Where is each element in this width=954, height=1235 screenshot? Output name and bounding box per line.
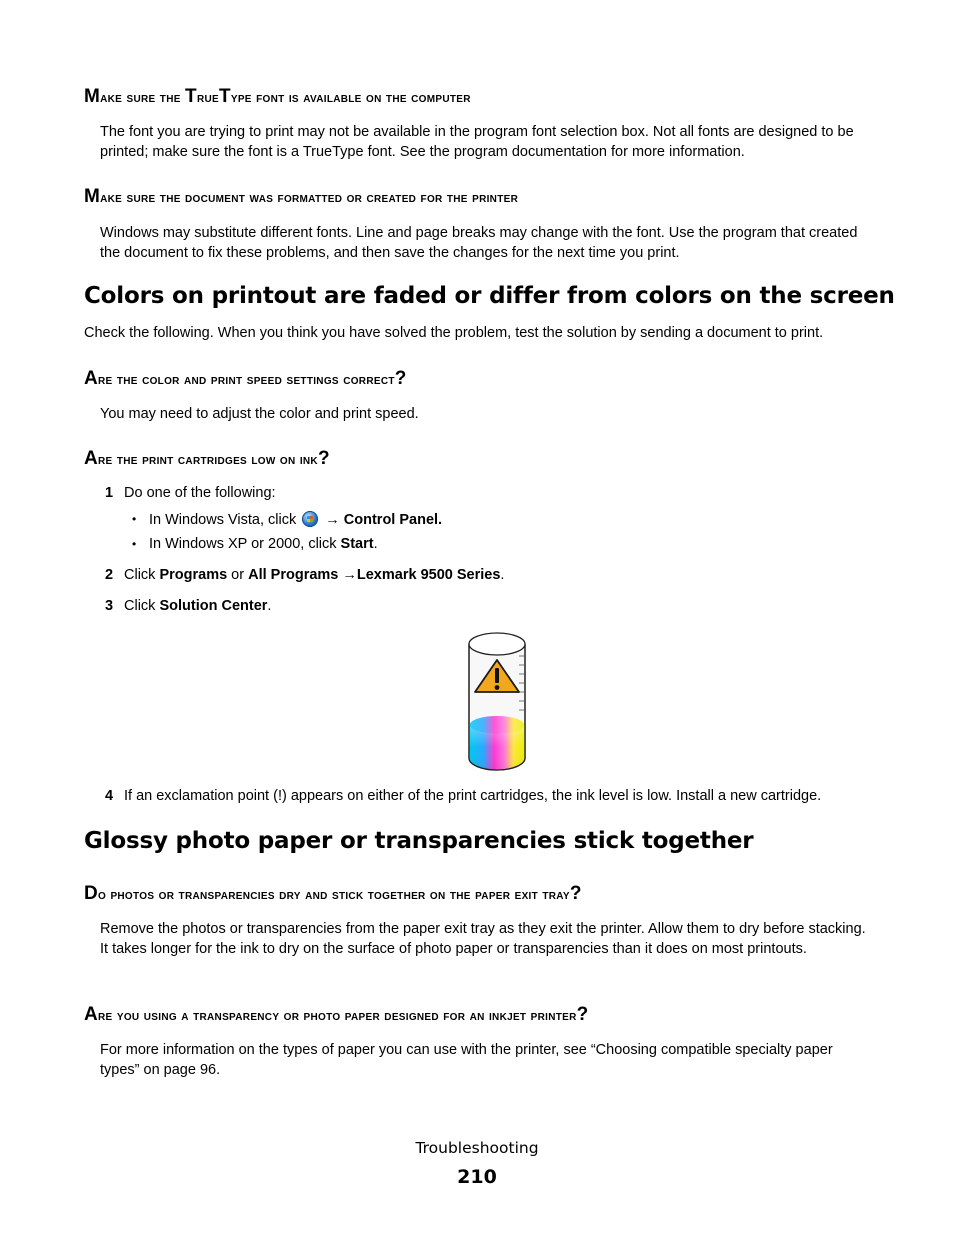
step-text: Do one of the following:	[124, 485, 276, 501]
step-number: 3	[105, 598, 114, 614]
step-text: Click Solution Center.	[124, 598, 272, 614]
topic-intro-colors-faded: Check the following. When you think you have solved the problem, test the solution by sending a document to print.	[84, 325, 824, 341]
heading-inkjet-paper: Are you using a transparency or photo paper designed for an inkjet printer?	[84, 1004, 589, 1025]
bullet-windows-vista: In Windows Vista, click → Control Panel.	[149, 512, 443, 528]
heading-truetype-font: Make sure the TrueType font is available on the computer	[84, 86, 471, 107]
heading-photos-stick-together: Do photos or transparencies dry and stick together on the paper exit tray?	[84, 883, 582, 904]
bullet-windows-xp: In Windows XP or 2000, click Start.	[149, 536, 378, 552]
windows-start-orb-icon	[302, 511, 318, 527]
heading-cartridges-low-ink: Are the print cartridges low on ink?	[84, 448, 330, 469]
paragraph-color-speed: You may need to adjust the color and print speed.	[100, 406, 419, 422]
heading-document-formatted: Make sure the document was formatted or created for the printer	[84, 186, 519, 207]
page-number: 210	[457, 1166, 497, 1188]
step-number: 2	[105, 567, 114, 583]
step-text: Click Programs or All Programs →Lexmark 9500 Series.	[124, 567, 505, 583]
step-text: If an exclamation point (!) appears on either of the print cartridges, the ink level is low. Install a new cartridge.	[124, 788, 822, 804]
paragraph-photos-stick-together: Remove the photos or transparencies from the paper exit tray as they exit the printer. Allow them to dry before stacking. It takes longer for the ink to dry on the surface of photo paper or transparencies than it does on most printouts.	[100, 921, 866, 957]
bullet-glyph: •	[132, 512, 137, 526]
footer-section-name: Troubleshooting	[415, 1139, 539, 1157]
topic-title-glossy-paper: Glossy photo paper or transparencies stick together	[84, 828, 754, 854]
step-number: 4	[105, 788, 114, 804]
topic-title-colors-faded: Colors on printout are faded or differ from colors on the screen	[84, 283, 895, 309]
ink-cartridge-low-warning-icon	[462, 630, 532, 776]
bullet-glyph: •	[132, 537, 137, 551]
paragraph-inkjet-paper: For more information on the types of paper you can use with the printer, see “Choosing compatible specialty paper types” on page 96.	[100, 1042, 833, 1078]
paragraph-truetype-font: The font you are trying to print may not be available in the program font selection box. Not all fonts are designed to be printed; make sure the font is a TrueType font. See the program documentation for more information.	[100, 124, 854, 160]
heading-color-speed-settings: Are the color and print speed settings correct?	[84, 368, 407, 389]
step-number: 1	[105, 485, 114, 501]
paragraph-document-formatted: Windows may substitute different fonts. Line and page breaks may change with the font. Use the program that created the document to fix these problems, and then save the changes for the next time you print.	[100, 225, 858, 261]
